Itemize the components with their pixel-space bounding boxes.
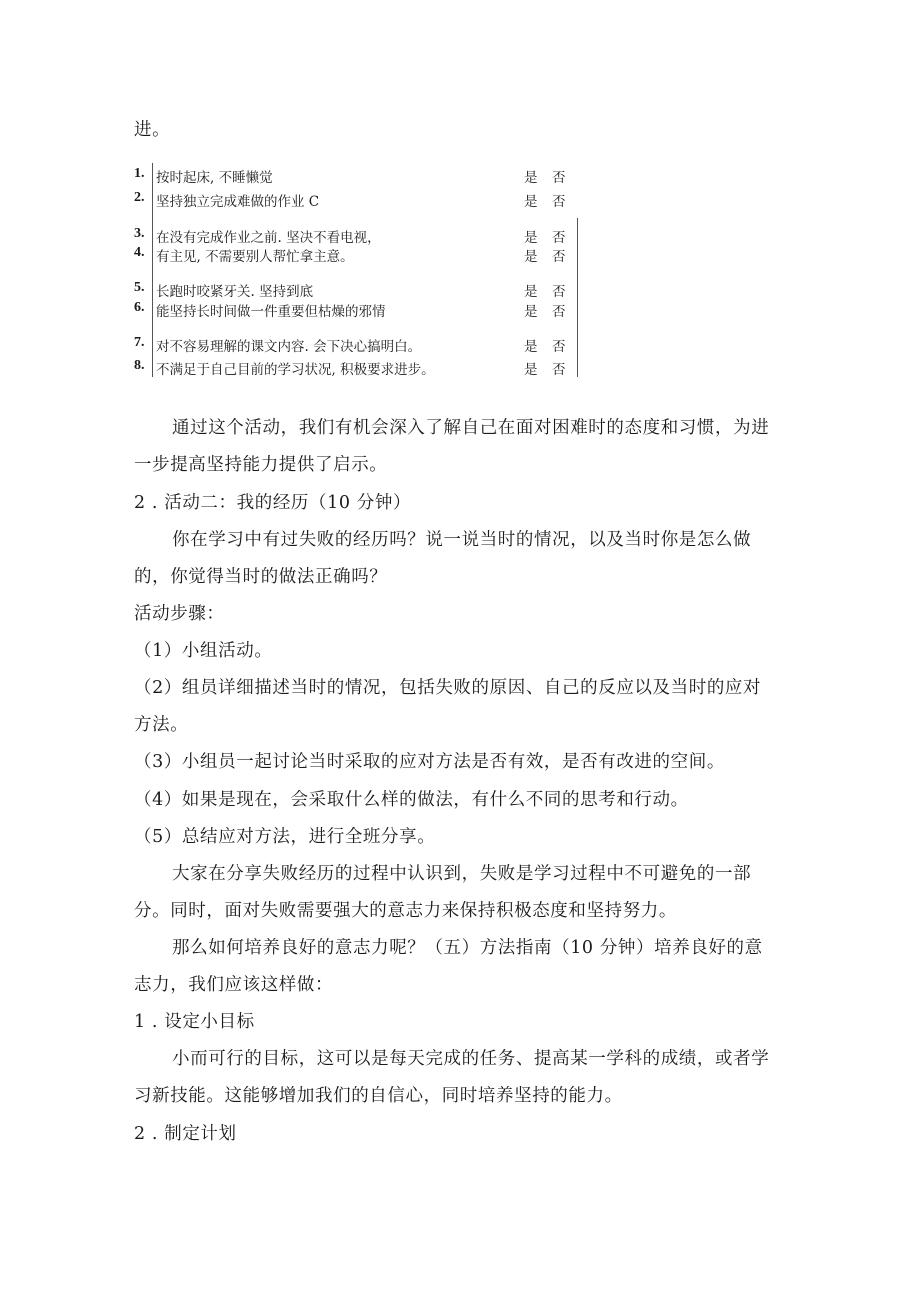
paragraph-line: 那么如何培养良好的意志力呢？（五）方法指南（10 分钟）培养良好的意	[172, 938, 763, 958]
survey-row-text: 坚持独立完成难做的作业 C	[156, 194, 320, 210]
survey-row	[134, 226, 574, 244]
step-item: （2）组员详细描述当时的情况，包括失败的原因、自己的反应以及当时的应对	[134, 678, 762, 698]
survey-table	[134, 160, 594, 385]
survey-row	[134, 358, 574, 376]
paragraph-line: 小而可行的目标，这可以是每天完成的任务、提高某一学科的成绩，或者学	[172, 1049, 770, 1069]
survey-no: 否	[552, 230, 566, 246]
survey-row-text: 不满足于自己目前的学习状况, 积极要求进步。	[156, 362, 435, 378]
survey-yes: 是	[524, 339, 538, 355]
section-heading: 1 . 设定小目标	[134, 1012, 255, 1032]
paragraph-line: 分。同时，面对失败需要强大的意志力来保持积极态度和坚持努力。	[134, 901, 677, 921]
top-fragment: 进。	[134, 120, 171, 140]
survey-row-number: 6.	[134, 300, 145, 315]
survey-yes: 是	[524, 249, 538, 265]
section-heading: 2 . 制定计划	[134, 1124, 237, 1144]
survey-yes: 是	[524, 194, 538, 210]
survey-row	[134, 166, 574, 184]
survey-row	[134, 280, 574, 298]
step-item: （5）总结应对方法，进行全班分享。	[134, 827, 436, 847]
survey-no: 否	[552, 170, 566, 186]
survey-row-text: 能坚持长时间做一件重要但枯燥的邪情	[156, 304, 386, 320]
survey-no: 否	[552, 284, 566, 300]
survey-row-text: 在没有完成作业之前. 坚决不看电视，	[156, 230, 381, 246]
survey-no: 否	[552, 249, 566, 265]
survey-row-number: 4.	[134, 245, 145, 260]
survey-no: 否	[552, 339, 566, 355]
survey-yes: 是	[524, 362, 538, 378]
survey-row-number: 5.	[134, 280, 145, 295]
step-item: （1）小组活动。	[134, 641, 273, 661]
step-item: （3）小组员一起讨论当时采取的应对方法是否有效，是否有改进的空间。	[134, 752, 725, 772]
survey-row-number: 1.	[134, 166, 145, 181]
paragraph-line: 你在学习中有过失败的经历吗？说一说当时的情况，以及当时你是怎么做	[172, 530, 752, 550]
paragraph-line: 的，你觉得当时的做法正确吗？	[134, 567, 388, 587]
survey-row-text: 对不容易理解的课文内容. 会下决心搞明白。	[156, 339, 422, 355]
paragraph-line: 通过这个活动，我们有机会深入了解自己在面对困难时的态度和习惯，为进	[172, 418, 770, 438]
survey-yes: 是	[524, 284, 538, 300]
survey-row-text: 长跑时咬紧牙关. 坚持到底	[156, 284, 314, 300]
survey-no: 否	[552, 304, 566, 320]
survey-row-number: 2.	[134, 190, 145, 205]
steps-title: 活动步骤：	[134, 604, 225, 624]
paragraph-line: 习新技能。这能够增加我们的自信心，同时培养坚持的能力。	[134, 1086, 623, 1106]
section-heading: 2 . 活动二：我的经历（10 分钟）	[134, 493, 412, 513]
survey-row	[134, 335, 574, 353]
survey-row-number: 8.	[134, 358, 145, 373]
survey-row-text: 有主见, 不需要别人帮忙拿主意。	[156, 249, 354, 265]
survey-no: 否	[552, 194, 566, 210]
survey-row	[134, 190, 574, 208]
survey-row-number: 3.	[134, 226, 145, 241]
paragraph-line: 大家在分享失败经历的过程中认识到，失败是学习过程中不可避免的一部	[172, 864, 752, 884]
survey-row	[134, 300, 574, 318]
paragraph-line: 志力，我们应该这样做：	[134, 975, 334, 995]
paragraph-line: 一步提高坚持能力提供了启示。	[134, 455, 388, 475]
survey-row	[134, 245, 574, 263]
step-item: （4）如果是现在，会采取什么样的做法，有什么不同的思考和行动。	[134, 790, 689, 810]
survey-row-number: 7.	[134, 335, 145, 350]
survey-yes: 是	[524, 170, 538, 186]
survey-yes: 是	[524, 230, 538, 246]
survey-yes: 是	[524, 304, 538, 320]
survey-no: 否	[552, 362, 566, 378]
survey-row-text: 按时起床, 不睡懒觉	[156, 170, 273, 186]
step-item: 方法。	[134, 715, 189, 735]
